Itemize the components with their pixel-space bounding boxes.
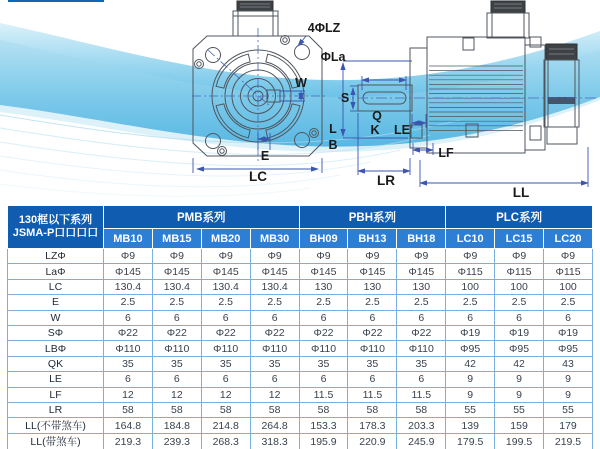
label-lc: LC	[249, 169, 267, 184]
value-cell: 12	[152, 387, 201, 402]
table-row	[8, 279, 593, 294]
value-cell: 139	[446, 418, 495, 434]
value-cell: 2.5	[152, 295, 201, 310]
value-cell: 130	[348, 279, 397, 294]
value-cell: Φ9	[397, 249, 446, 264]
value-cell: 43	[544, 356, 593, 371]
table-row	[8, 434, 593, 449]
value-cell: 130.4	[104, 279, 153, 294]
label-phila: ΦLa	[320, 50, 346, 64]
table-row	[8, 387, 593, 402]
value-cell: 6	[397, 372, 446, 387]
value-cell: 130.4	[152, 279, 201, 294]
value-cell: Φ95	[446, 341, 495, 356]
value-cell: 35	[397, 356, 446, 371]
label-ll: LL	[512, 185, 530, 200]
value-cell: 6	[495, 310, 544, 325]
row-label-cell: LR	[8, 402, 104, 417]
value-cell: 9	[495, 372, 544, 387]
row-label-cell: E	[8, 295, 104, 310]
value-cell: Φ110	[152, 341, 201, 356]
value-cell: 2.5	[348, 295, 397, 310]
value-cell: Φ110	[250, 341, 299, 356]
value-cell: Φ22	[397, 325, 446, 340]
spec-table	[7, 205, 593, 449]
value-cell: 9	[446, 372, 495, 387]
value-cell: 58	[299, 402, 348, 417]
series-group-header: PBH系列	[299, 206, 446, 229]
label-lr: LR	[377, 173, 395, 188]
value-cell: Φ145	[397, 264, 446, 279]
corner-line2: JSMA-P口口口口	[12, 227, 99, 239]
value-cell: 6	[299, 310, 348, 325]
value-cell: 11.5	[397, 387, 446, 402]
value-cell: 6	[152, 310, 201, 325]
value-cell: 35	[104, 356, 153, 371]
series-group-header: PMB系列	[104, 206, 300, 229]
value-cell: 58	[104, 402, 153, 417]
value-cell: Φ110	[348, 341, 397, 356]
value-cell: 179.5	[446, 434, 495, 449]
value-cell: Φ19	[544, 325, 593, 340]
value-cell: 42	[446, 356, 495, 371]
table-row	[8, 295, 593, 310]
value-cell: Φ95	[495, 341, 544, 356]
table-row	[8, 372, 593, 387]
table-row	[8, 402, 593, 417]
row-label-cell: LZΦ	[8, 249, 104, 264]
label-4philz-icon: 4ΦLZ	[307, 21, 341, 35]
value-cell: 318.3	[250, 434, 299, 449]
value-cell: 58	[397, 402, 446, 417]
value-cell: 11.5	[299, 387, 348, 402]
value-cell: 199.5	[495, 434, 544, 449]
value-cell: 6	[201, 310, 250, 325]
value-cell: 58	[348, 402, 397, 417]
row-label-cell: LL(不带煞车)	[8, 418, 104, 434]
value-cell: 245.9	[397, 434, 446, 449]
label-lf: LF	[438, 146, 454, 160]
value-cell: Φ22	[299, 325, 348, 340]
value-cell: 195.9	[299, 434, 348, 449]
model-column-header: MB10	[104, 229, 153, 249]
value-cell: 11.5	[348, 387, 397, 402]
table-row	[8, 418, 593, 434]
value-cell: Φ22	[104, 325, 153, 340]
value-cell: Φ95	[544, 341, 593, 356]
value-cell: 130	[397, 279, 446, 294]
value-cell: 2.5	[299, 295, 348, 310]
value-cell: Φ19	[495, 325, 544, 340]
table-row	[8, 264, 593, 279]
row-label-cell: QK	[8, 356, 104, 371]
value-cell: 6	[201, 372, 250, 387]
value-cell: 6	[104, 372, 153, 387]
value-cell: 203.3	[397, 418, 446, 434]
value-cell: 130.4	[250, 279, 299, 294]
value-cell: 6	[299, 372, 348, 387]
value-cell: 35	[299, 356, 348, 371]
value-cell: 58	[250, 402, 299, 417]
value-cell: 6	[250, 310, 299, 325]
front-connector	[233, 1, 278, 36]
model-column-header: MB30	[250, 229, 299, 249]
model-column-header: LC10	[446, 229, 495, 249]
value-cell: 6	[152, 372, 201, 387]
value-cell: 179	[544, 418, 593, 434]
value-cell: 55	[544, 402, 593, 417]
value-cell: Φ145	[152, 264, 201, 279]
value-cell: Φ19	[446, 325, 495, 340]
value-cell: 219.3	[104, 434, 153, 449]
value-cell: 35	[348, 356, 397, 371]
value-cell: 2.5	[397, 295, 446, 310]
value-cell: Φ22	[152, 325, 201, 340]
model-column-header: MB15	[152, 229, 201, 249]
value-cell: 35	[201, 356, 250, 371]
value-cell: 239.3	[152, 434, 201, 449]
value-cell: 130.4	[201, 279, 250, 294]
value-cell: 9	[544, 387, 593, 402]
table-row	[8, 249, 593, 264]
value-cell: 6	[250, 372, 299, 387]
value-cell: 6	[397, 310, 446, 325]
corner-line1: 130框以下系列	[18, 214, 93, 226]
value-cell: Φ110	[397, 341, 446, 356]
model-column-header: BH13	[348, 229, 397, 249]
value-cell: 6	[104, 310, 153, 325]
label-lb-l: L	[329, 122, 337, 136]
value-cell: 2.5	[201, 295, 250, 310]
value-cell: 178.3	[348, 418, 397, 434]
table-row	[8, 356, 593, 371]
value-cell: Φ9	[495, 249, 544, 264]
value-cell: 184.8	[152, 418, 201, 434]
value-cell: Φ22	[250, 325, 299, 340]
motor-dimension-drawing	[0, 0, 600, 205]
row-label-cell: LC	[8, 279, 104, 294]
row-label-cell: W	[8, 310, 104, 325]
value-cell: Φ9	[446, 249, 495, 264]
value-cell: 164.8	[104, 418, 153, 434]
value-cell: Φ22	[348, 325, 397, 340]
value-cell: Φ110	[201, 341, 250, 356]
model-column-header: LC15	[495, 229, 544, 249]
label-le: LE	[394, 123, 410, 137]
row-label-cell: LE	[8, 372, 104, 387]
value-cell: 12	[104, 387, 153, 402]
value-cell: 35	[152, 356, 201, 371]
label-w: W	[295, 76, 307, 90]
value-cell: Φ110	[299, 341, 348, 356]
model-column-header: LC20	[544, 229, 593, 249]
value-cell: 2.5	[544, 295, 593, 310]
value-cell: 268.3	[201, 434, 250, 449]
value-cell: 58	[201, 402, 250, 417]
row-label-cell: LF	[8, 387, 104, 402]
table-row	[8, 310, 593, 325]
value-cell: 55	[495, 402, 544, 417]
value-cell: 55	[446, 402, 495, 417]
label-k: K	[370, 123, 380, 137]
model-column-header: MB20	[201, 229, 250, 249]
value-cell: 2.5	[495, 295, 544, 310]
value-cell: 6	[544, 310, 593, 325]
value-cell: 9	[446, 387, 495, 402]
value-cell: Φ145	[299, 264, 348, 279]
table-row	[8, 325, 593, 340]
value-cell: 153.3	[299, 418, 348, 434]
value-cell: 58	[152, 402, 201, 417]
row-label-cell: LaΦ	[8, 264, 104, 279]
value-cell: Φ145	[348, 264, 397, 279]
value-cell: Φ9	[201, 249, 250, 264]
value-cell: Φ9	[544, 249, 593, 264]
value-cell: 130	[299, 279, 348, 294]
value-cell: Φ9	[348, 249, 397, 264]
row-label-cell: LL(带煞车)	[8, 434, 104, 449]
side-connector	[487, 1, 529, 38]
value-cell: 264.8	[250, 418, 299, 434]
value-cell: 220.9	[348, 434, 397, 449]
value-cell: Φ22	[201, 325, 250, 340]
value-cell: Φ9	[104, 249, 153, 264]
value-cell: Φ115	[495, 264, 544, 279]
value-cell: 35	[250, 356, 299, 371]
value-cell: 2.5	[104, 295, 153, 310]
value-cell: Φ9	[152, 249, 201, 264]
value-cell: 214.8	[201, 418, 250, 434]
value-cell: Φ145	[250, 264, 299, 279]
value-cell: 100	[544, 279, 593, 294]
value-cell: 42	[495, 356, 544, 371]
value-cell: Φ145	[104, 264, 153, 279]
row-label-cell: SΦ	[8, 325, 104, 340]
value-cell: Φ110	[104, 341, 153, 356]
value-cell: 2.5	[250, 295, 299, 310]
value-cell: Φ115	[446, 264, 495, 279]
value-cell: 9	[544, 372, 593, 387]
label-lb-b: B	[328, 138, 338, 152]
table-corner-cell	[8, 206, 104, 249]
value-cell: Φ9	[299, 249, 348, 264]
value-cell: 12	[250, 387, 299, 402]
value-cell: 12	[201, 387, 250, 402]
value-cell: 9	[495, 387, 544, 402]
row-label-cell: LBΦ	[8, 341, 104, 356]
value-cell: 100	[495, 279, 544, 294]
model-column-header: BH09	[299, 229, 348, 249]
value-cell: 6	[348, 310, 397, 325]
value-cell: Φ115	[544, 264, 593, 279]
label-e: E	[260, 149, 270, 163]
value-cell: 219.5	[544, 434, 593, 449]
value-cell: 6	[446, 310, 495, 325]
label-s: S	[340, 91, 350, 105]
model-column-header: BH18	[397, 229, 446, 249]
value-cell: 100	[446, 279, 495, 294]
value-cell: 2.5	[446, 295, 495, 310]
table-row	[8, 341, 593, 356]
value-cell: Φ9	[250, 249, 299, 264]
series-group-header: PLC系列	[446, 206, 593, 229]
value-cell: 159	[495, 418, 544, 434]
top-left-accent-line	[8, 0, 104, 2]
value-cell: Φ145	[201, 264, 250, 279]
label-q: Q	[372, 109, 382, 123]
value-cell: 6	[348, 372, 397, 387]
